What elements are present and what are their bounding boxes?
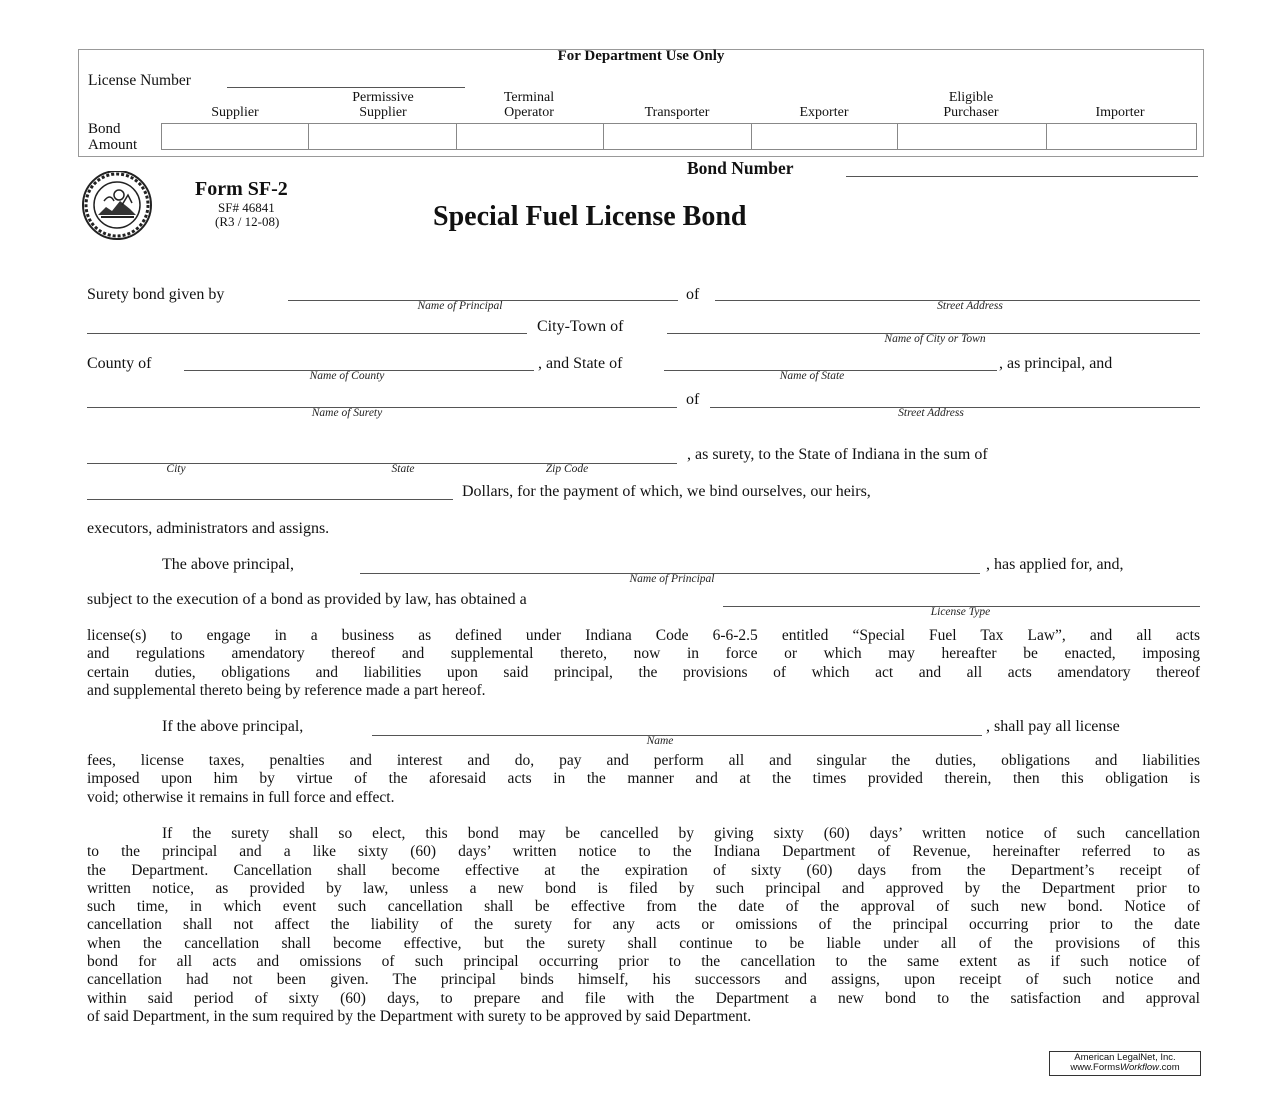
- caption-street-address: Street Address: [937, 300, 1003, 312]
- has-applied-label: , has applied for, and,: [986, 556, 1124, 573]
- caption-city: City: [166, 463, 186, 475]
- caption-name-of-city-or-town: Name of City or Town: [884, 333, 986, 345]
- and-state-of-label: , and State of: [538, 355, 623, 372]
- caption-zip-code: Zip Code: [545, 463, 589, 475]
- executors-text: executors, administrators and assigns.: [87, 520, 330, 537]
- surety-given-by-label: Surety bond given by: [87, 286, 225, 303]
- principal-line2-field[interactable]: [87, 318, 527, 334]
- surety-street-address-field[interactable]: [710, 392, 1200, 408]
- bond-amount-eligible-purchaser[interactable]: [897, 123, 1047, 150]
- caption-license-type: License Type: [930, 606, 991, 618]
- state-field[interactable]: [664, 355, 997, 371]
- paragraph-license-code: license(s) to engage in a business as defined under Indiana Code 6-6-2.5 entitled “Special Fuel Tax Law”, and all acts and regulations amendatory thereof and supplemental thereto, now in force or which may hereafter be enacted, imposing certain duties, obligations and liabilities upon said principal, the provisions of which act and all acts amendatory thereof and supplemental thereto being by reference made a part hereof.: [87, 627, 1200, 699]
- surety-city-state-zip-field[interactable]: [87, 448, 677, 464]
- principal-name-field[interactable]: [288, 285, 678, 301]
- principal-street-address-field[interactable]: [715, 285, 1200, 301]
- caption-name-of-surety: Name of Surety: [311, 407, 383, 419]
- city-town-field[interactable]: [667, 318, 1200, 334]
- dollars-label: Dollars, for the payment of which, we bind ourselves, our heirs,: [462, 483, 871, 500]
- above-principal-label: The above principal,: [162, 556, 294, 573]
- column-importer: Importer: [1095, 105, 1145, 120]
- column-supplier: Supplier: [211, 105, 259, 120]
- bond-amount-label: Bond Amount: [88, 121, 138, 153]
- caption-name-of-state: Name of State: [779, 370, 845, 382]
- caption-state: State: [391, 463, 415, 475]
- form-revision: (R3 / 12-08): [215, 214, 280, 229]
- obligation-name-field[interactable]: [372, 720, 982, 736]
- paragraph-obligations: fees, license taxes, penalties and interest and do, pay and perform all and singular the duties, obligations and liabilities imposed upon him by virtue of the aforesaid acts in the manner and at the times provided therein, then this obligation is void; otherwise it remains in full force and effect.: [87, 752, 1200, 806]
- bond-sum-field[interactable]: [87, 484, 453, 500]
- caption-name-of-county: Name of County: [309, 370, 385, 382]
- bond-amount-supplier[interactable]: [161, 123, 309, 150]
- paragraph-cancellation: If the surety shall so elect, this bond may be cancelled by giving sixty (60) days’ written notice of such cancellation to the principal and a like sixty (60) days’ written notice to the Indiana Department of Revenue, hereinafter referred to as the Department. Cancellation shall become effective at the expiration of sixty (60) days from the Department’s receipt of written notice, as provided by law, unless a new bond is filed by such principal and approved by the Department prior to such time, in which event such cancellation shall be effective from the date of the approval of such new bond. Notice of cancellation shall not affect the liability of the surety for any acts or omissions of the principal occurring prior to the date when the cancellation shall become effective, but the surety shall continue to be liable under all of the provisions of this bond for all acts and omissions of such principal occurring prior to the cancellation to the same extent as if such notice of cancellation had not been given. The principal binds himself, his successors and assigns, upon receipt of such notice and within said period of sixty (60) days, to prepare and file with the Department a new bond to the satisfaction and approval of said Department, in the sum required by the Department with surety to be approved by said Department.: [87, 825, 1200, 1025]
- license-type-field[interactable]: [723, 591, 1200, 607]
- state-seal-icon: [74, 171, 188, 241]
- surety-name-field[interactable]: [87, 392, 677, 408]
- column-exporter: Exporter: [799, 105, 849, 120]
- applied-principal-name-field[interactable]: [360, 558, 980, 574]
- form-sf-number: SF# 46841: [218, 200, 275, 215]
- publisher-url[interactable]: www.FormsWorkflow.com: [1070, 1062, 1180, 1073]
- bond-amount-terminal-operator[interactable]: [456, 123, 604, 150]
- as-principal-label: , as principal, and: [999, 355, 1113, 372]
- column-eligible-purchaser: Eligible Purchaser: [943, 90, 999, 120]
- county-of-label: County of: [87, 355, 152, 372]
- page-title: Special Fuel License Bond: [433, 201, 747, 232]
- county-field[interactable]: [184, 355, 534, 371]
- of-label: of: [686, 286, 700, 303]
- city-town-of-label: City-Town of: [537, 318, 624, 335]
- subject-to-label: subject to the execution of a bond as provided by law, has obtained a: [87, 591, 527, 608]
- form-name: Form SF-2: [195, 178, 288, 200]
- bond-amount-transporter[interactable]: [603, 123, 752, 150]
- column-terminal-operator: Terminal Operator: [503, 90, 555, 120]
- if-above-principal-label: If the above principal,: [162, 718, 304, 735]
- bond-amount-exporter[interactable]: [751, 123, 898, 150]
- license-number-label: License Number: [88, 72, 191, 89]
- as-surety-label: , as surety, to the State of Indiana in the sum of: [687, 446, 988, 463]
- caption-name: Name: [646, 735, 674, 747]
- publisher-badge: [1049, 1051, 1201, 1076]
- publisher-name: American LegalNet, Inc.: [1074, 1052, 1176, 1063]
- bond-number-label: Bond Number: [687, 158, 794, 178]
- caption-applied-name-of-principal: Name of Principal: [629, 573, 715, 585]
- bond-number-field[interactable]: [846, 160, 1198, 177]
- department-use-box: [78, 49, 1204, 157]
- column-permissive-supplier: Permissive Supplier: [352, 90, 414, 120]
- bond-amount-importer[interactable]: [1046, 123, 1197, 150]
- bond-amount-permissive-supplier[interactable]: [308, 123, 457, 150]
- caption-name-of-principal: Name of Principal: [417, 300, 503, 312]
- license-number-field[interactable]: [227, 72, 465, 88]
- department-use-title: For Department Use Only: [557, 48, 725, 64]
- caption-surety-street-address: Street Address: [898, 407, 964, 419]
- surety-of-label: of: [686, 391, 700, 408]
- shall-pay-label: , shall pay all license: [986, 718, 1120, 735]
- column-transporter: Transporter: [644, 105, 710, 120]
